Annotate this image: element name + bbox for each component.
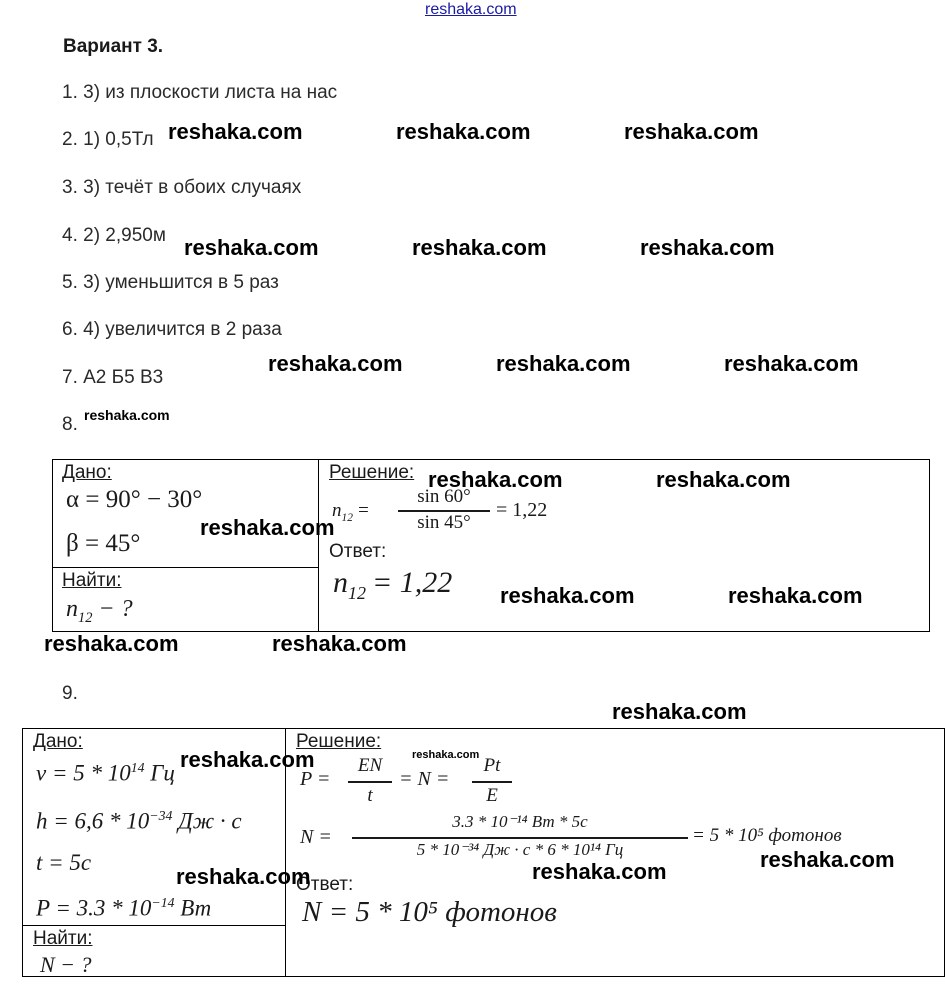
task9-f1-p: P = — [300, 768, 331, 790]
answer-8: 8. — [62, 414, 78, 435]
watermark: reshaka.com — [500, 583, 635, 608]
watermark: reshaka.com — [760, 847, 895, 872]
task9-given-label: Дано: — [33, 731, 83, 752]
watermark: reshaka.com — [396, 119, 531, 144]
task8-divider — [318, 459, 319, 632]
task8-find-label: Найти: — [62, 570, 122, 591]
task9-nu: $\nu = 5 * 10^{14}$ Гц — [36, 760, 175, 786]
task9-f1-num1: EN — [357, 755, 383, 776]
task8-beta: β = 45° — [66, 530, 141, 557]
answer-4: 4. 2) 2,950м — [62, 225, 166, 246]
watermark: reshaka.com — [44, 631, 179, 656]
watermark: reshaka.com — [640, 235, 775, 260]
task9-find-label: Найти: — [33, 928, 93, 949]
watermark: reshaka.com — [728, 583, 863, 608]
answer-1: 1. 3) из плоскости листа на нас — [62, 82, 338, 103]
task9-f1-den1: t — [367, 785, 373, 806]
variant-title: Вариант 3. — [63, 36, 164, 57]
task9-find: N − ? — [40, 952, 92, 977]
task9-f2-result: = 5 * 10⁵ фотонов — [692, 825, 842, 846]
task8-given-label: Дано: — [62, 462, 112, 483]
answer-5: 5. 3) уменьшится в 5 раз — [62, 272, 279, 293]
watermark: reshaka.com — [532, 859, 667, 884]
site-link[interactable]: reshaka.com — [425, 1, 517, 18]
task9-f2-n: N = — [300, 826, 332, 848]
task9-h: $h = 6,6 * 10^{-34}$ Дж · с — [36, 808, 242, 834]
watermark: reshaka.com — [412, 235, 547, 260]
task9-t: t = 5c — [36, 850, 92, 875]
task8-numerator: sin 60° — [417, 486, 471, 507]
task9-number: 9. — [62, 683, 78, 704]
watermark: reshaka.com — [176, 864, 311, 889]
task9-answer-label: Ответ: — [296, 874, 354, 895]
watermark: reshaka.com — [724, 351, 859, 376]
task8-find: $n_{12}$ − ? — [66, 596, 133, 626]
task9-f2-den: 5 * 10⁻³⁴ Дж · с * 6 * 10¹⁴ Гц — [416, 840, 624, 859]
task8-answer-label: Ответ: — [329, 541, 387, 562]
watermark: reshaka.com — [624, 119, 759, 144]
watermark: reshaka.com — [612, 699, 747, 724]
watermark: reshaka.com — [168, 119, 303, 144]
task9-f1-mid: = N = — [399, 768, 450, 790]
task9-f1-den2: E — [486, 785, 498, 806]
task9-answer: N = 5 * 10⁵ фотонов — [302, 896, 557, 928]
watermark: reshaka.com — [272, 631, 407, 656]
task8-result: = 1,22 — [496, 499, 548, 521]
watermark: reshaka.com — [180, 747, 315, 772]
task9-f1-num2: Pt — [483, 755, 501, 776]
task9-f1-line2 — [472, 781, 512, 783]
task9-hline — [22, 925, 286, 926]
task8-answer: $n_{12} = 1,22$ — [333, 566, 453, 603]
task8-hline — [52, 567, 319, 568]
watermark: reshaka.com — [184, 235, 319, 260]
task9-f1-line1 — [348, 781, 392, 783]
task9-solution-label: Решение: — [296, 731, 382, 752]
watermark: reshaka.com — [200, 515, 335, 540]
watermark: reshaka.com — [496, 351, 631, 376]
watermark: reshaka.com — [268, 351, 403, 376]
task9-f2-num: 3.3 * 10⁻¹⁴ Вт * 5с — [452, 812, 588, 831]
task8-n12: $n_{12}$ = — [332, 500, 370, 524]
watermark: reshaka.com — [84, 407, 170, 423]
task8-denominator: sin 45° — [417, 512, 471, 533]
answer-6: 6. 4) увеличится в 2 раза — [62, 319, 282, 340]
watermark: reshaka.com — [428, 467, 563, 492]
answer-3: 3. 3) течёт в обоих случаях — [62, 177, 302, 198]
watermark: reshaka.com — [412, 749, 480, 761]
task9-f2-line — [352, 837, 688, 839]
task8-solution-label: Решение: — [329, 462, 415, 483]
answer-7: 7. А2 Б5 В3 — [62, 367, 164, 388]
task8-alpha: α = 90° − 30° — [66, 486, 203, 513]
task9-p: $P = 3.3 * 10^{-14}$ Вт — [36, 895, 212, 921]
watermark: reshaka.com — [656, 467, 791, 492]
answer-2: 2. 1) 0,5Тл — [62, 129, 154, 150]
